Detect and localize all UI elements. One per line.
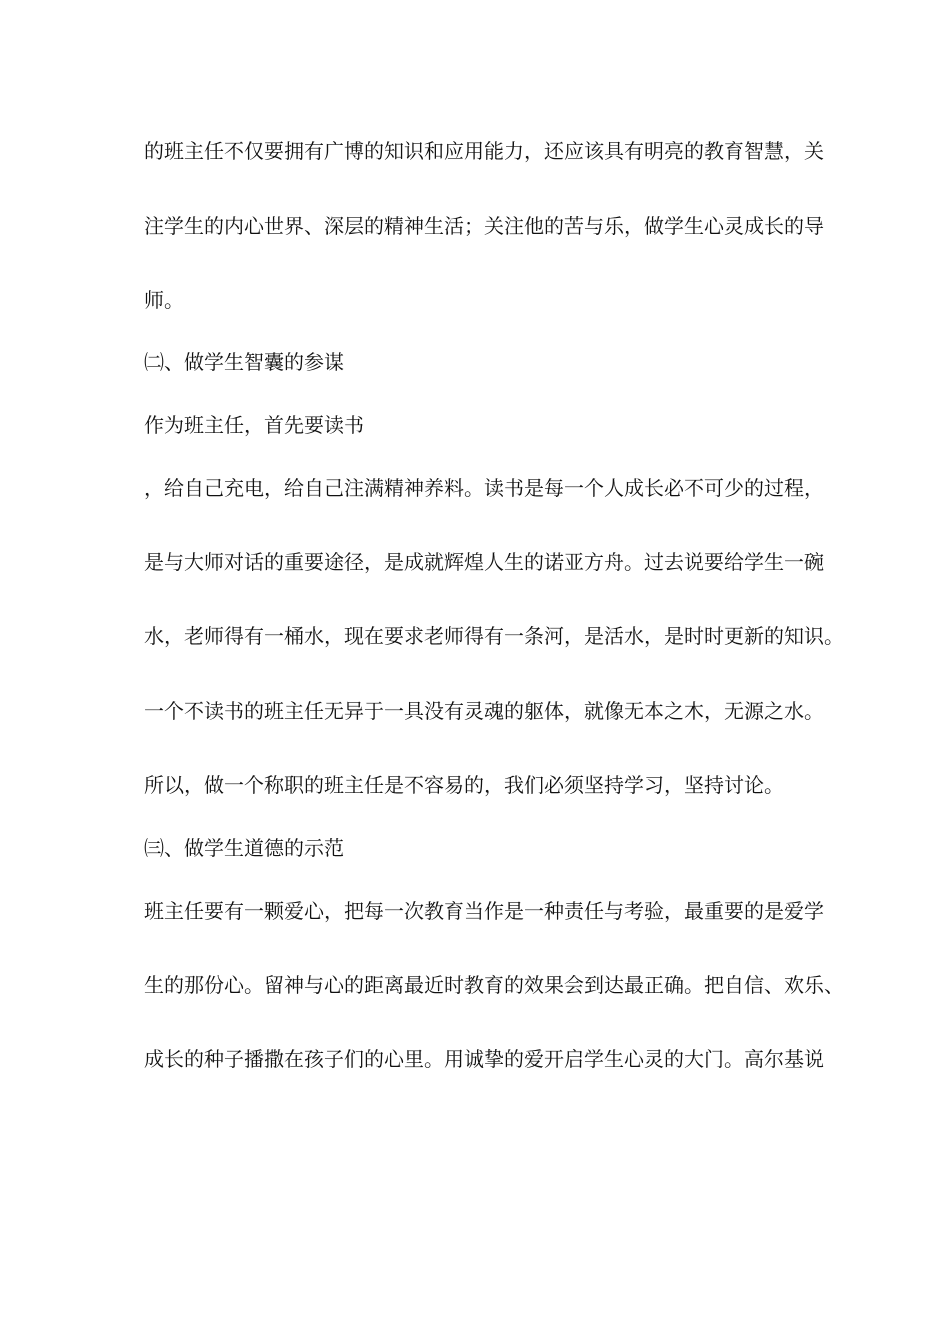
- text-line: 是与大师对话的重要途径，是成就辉煌人生的诺亚方舟。过去说要给学生一碗: [144, 550, 824, 574]
- section-heading: ㈢、做学生道德的示范: [144, 836, 344, 860]
- text-line: 一个不读书的班主任无异于一具没有灵魂的躯体，就像无本之木，无源之水。: [144, 699, 824, 723]
- text-line: 作为班主任，首先要读书: [144, 413, 364, 437]
- text-line: 师。: [144, 288, 184, 312]
- text-line: 成长的种子播撒在孩子们的心里。用诚挚的爱开启学生心灵的大门。高尔基说: [144, 1047, 824, 1071]
- text-line: 生的那份心。留神与心的距离最近时教育的效果会到达最正确。把自信、欢乐、: [144, 973, 844, 997]
- text-line: 注学生的内心世界、深层的精神生活；关注他的苦与乐，做学生心灵成长的导: [144, 214, 824, 238]
- text-line: 的班主任不仅要拥有广博的知识和应用能力，还应该具有明亮的教育智慧，关: [144, 139, 824, 163]
- text-line: 所以，做一个称职的班主任是不容易的，我们必须坚持学习，坚持讨论。: [144, 773, 784, 797]
- section-heading: ㈡、做学生智囊的参谋: [144, 350, 344, 374]
- text-line: ，给自己充电，给自己注满精神养料。读书是每一个人成长必不可少的过程，: [144, 476, 824, 500]
- text-line: 水，老师得有一桶水，现在要求老师得有一条河，是活水，是时时更新的知识。: [144, 624, 844, 648]
- text-line: 班主任要有一颗爱心，把每一次教育当作是一种责任与考验，最重要的是爱学: [144, 899, 824, 923]
